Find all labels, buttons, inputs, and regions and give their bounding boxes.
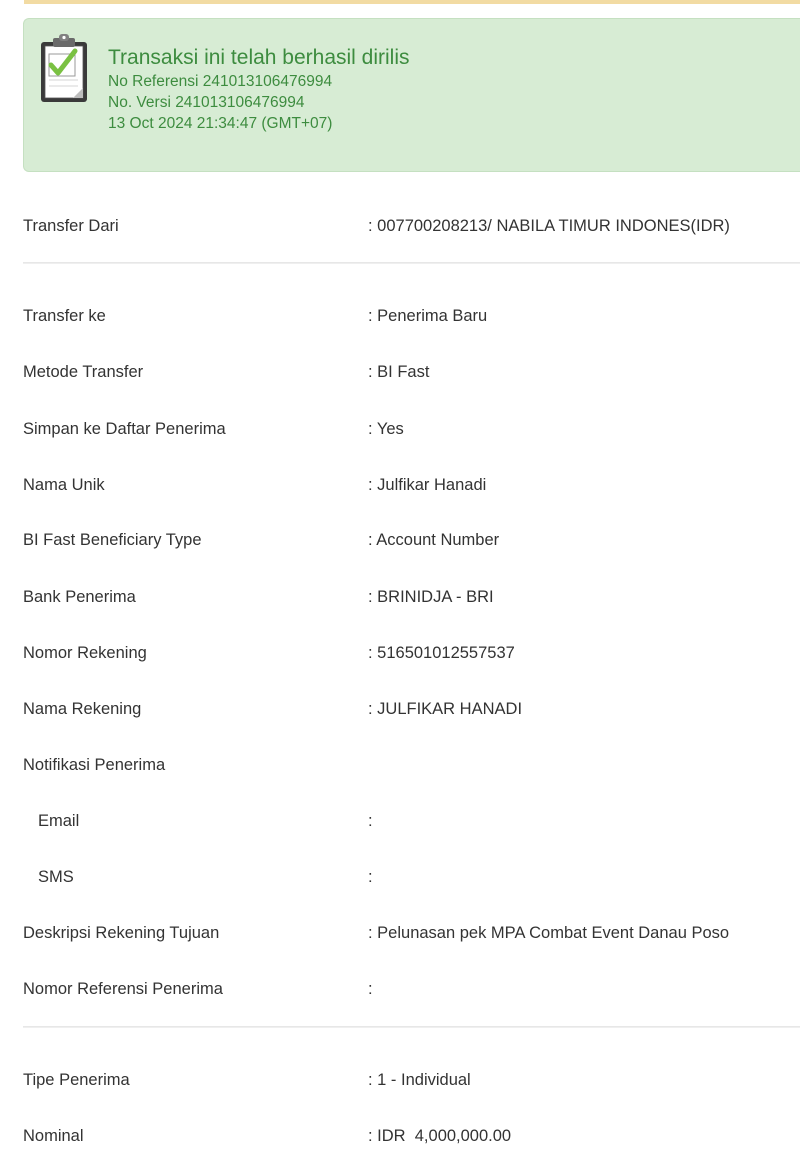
detail-value: : 516501012557537 (368, 644, 515, 662)
detail-label: Transfer Dari (23, 217, 119, 235)
reference-number: No Referensi 241013106476994 (108, 73, 333, 90)
detail-value: : JULFIKAR HANADI (368, 700, 523, 718)
detail-label: Simpan ke Daftar Penerima (23, 420, 226, 438)
detail-value: : Yes (368, 420, 404, 438)
detail-value: : Penerima Baru (368, 307, 488, 325)
detail-label: Tipe Penerima (23, 1071, 130, 1089)
version-number: No. Versi 241013106476994 (108, 94, 305, 111)
detail-value: : IDR 4,000,000.00 (368, 1127, 512, 1145)
detail-value: : (368, 812, 373, 830)
detail-value: : Julfikar Hanadi (368, 476, 487, 494)
detail-label: Nama Rekening (23, 700, 142, 718)
section-divider (23, 1026, 800, 1028)
detail-label: Email (38, 812, 80, 830)
detail-value: : 007700208213/ NABILA TIMUR INDONES(IDR) (368, 217, 730, 235)
detail-label: SMS (38, 868, 74, 886)
detail-value: : 1 - Individual (368, 1071, 471, 1089)
detail-label: Nominal (23, 1127, 84, 1145)
detail-label: Nomor Referensi Penerima (23, 980, 223, 998)
detail-value: : (368, 868, 373, 886)
top-accent-strip (24, 0, 800, 4)
detail-label: Notifikasi Penerima (23, 756, 166, 774)
detail-value: : BI Fast (368, 363, 430, 381)
clipboard-check-icon (38, 33, 90, 105)
detail-value: : Account Number (368, 531, 500, 549)
transaction-timestamp: 13 Oct 2024 21:34:47 (GMT+07) (108, 115, 333, 132)
detail-label: Transfer ke (23, 307, 106, 325)
detail-label: Deskripsi Rekening Tujuan (23, 924, 220, 942)
detail-label: Nama Unik (23, 476, 105, 494)
detail-value: : Pelunasan pek MPA Combat Event Danau Poso (368, 924, 730, 942)
detail-label: Nomor Rekening (23, 644, 147, 662)
detail-label: Metode Transfer (23, 363, 144, 381)
success-title: Transaksi ini telah berhasil dirilis (108, 46, 410, 69)
success-banner (23, 18, 800, 172)
section-divider (23, 262, 800, 264)
detail-label: BI Fast Beneficiary Type (23, 531, 202, 549)
detail-value: : (368, 980, 373, 998)
detail-value: : BRINIDJA - BRI (368, 588, 494, 606)
detail-label: Bank Penerima (23, 588, 136, 606)
success-text-block (108, 45, 410, 134)
